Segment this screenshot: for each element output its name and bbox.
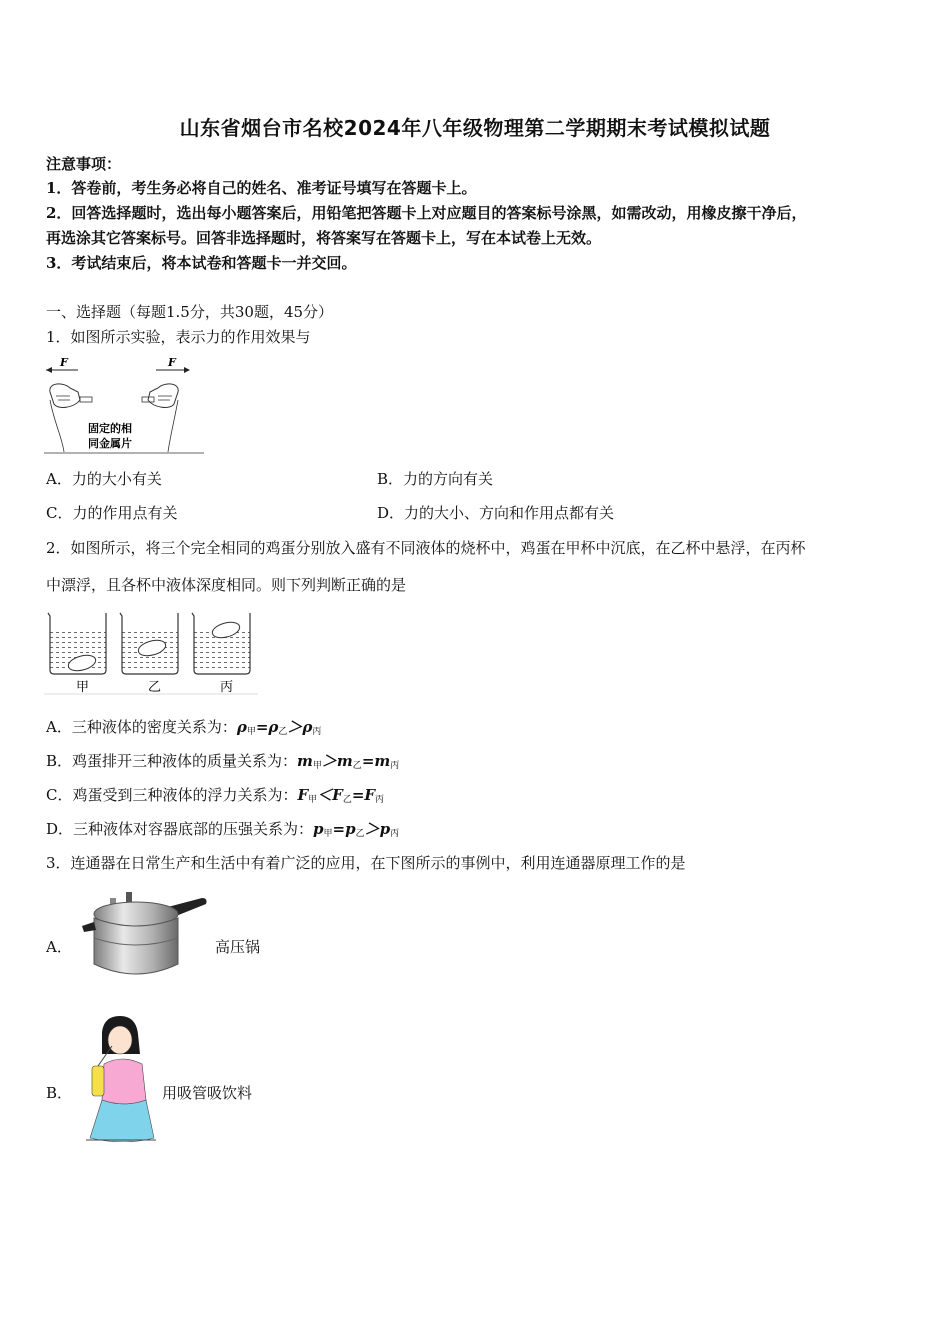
question-2-stem: 2．如图所示，将三个完全相同的鸡蛋分别放入盛有不同液体的烧杯中，鸡蛋在甲杯中沉底，在乙杯中悬浮，在丙杯	[46, 539, 806, 557]
option-a-text: 高压锅	[215, 938, 261, 956]
q2-beakers-figure	[44, 610, 260, 696]
option-b-text: 用吸管吸饮料	[162, 1084, 253, 1102]
option-b: B．力的方向有关	[377, 470, 494, 488]
force-label-left: F	[60, 356, 68, 369]
notice-item: 1．答卷前，考生务必将自己的姓名、准考证号填写在答题卡上。	[46, 179, 477, 197]
option-d: D．三种液体对容器底部的压强关系为：$p_甲=p_乙>p_丙$	[46, 820, 400, 839]
force-label-right: F	[168, 356, 176, 369]
notice-item: 2．回答选择题时，选出每小题答案后，用铅笔把答题卡上对应题目的答案标号涂黑，如需改动，用橡皮擦干净后，	[46, 204, 807, 222]
option-b: B．鸡蛋排开三种液体的质量关系为：$m_甲>m_乙=m_丙$	[46, 752, 400, 771]
page-title: 山东省烟台市名校2024年八年级物理第二学期期末考试模拟试题	[179, 116, 771, 140]
option-d: D．力的大小、方向和作用点都有关	[377, 504, 615, 522]
option-a: A．力的大小有关	[46, 470, 162, 488]
section-heading: 一、选择题（每题1.5分，共30题，45分）	[46, 303, 334, 321]
figure-label: 固定的相	[88, 422, 132, 435]
pressure-cooker-image	[80, 888, 210, 984]
q1-figure	[44, 352, 206, 456]
question-2-stem: 中漂浮，且各杯中液体深度相同。则下列判断正确的是	[46, 576, 407, 594]
figure-label: 同金属片	[88, 437, 132, 450]
beaker-label: 乙	[148, 680, 162, 695]
option-a-label: A．	[46, 938, 72, 956]
girl-drinking-straw-image	[84, 1014, 160, 1142]
option-a: A．三种液体的密度关系为：$\rho_甲=\rho_乙>\rho_丙$	[46, 718, 322, 737]
notice-item: 3．考试结束后，将本试卷和答题卡一并交回。	[46, 254, 357, 272]
option-b-label: B．	[46, 1084, 73, 1102]
beaker-label: 丙	[220, 680, 234, 695]
option-c: C．鸡蛋受到三种液体的浮力关系为：$F_甲<F_乙=F_丙$	[46, 786, 385, 805]
question-3-stem: 3．连通器在日常生产和生活中有着广泛的应用，在下图所示的事例中，利用连通器原理工作的是	[46, 854, 686, 872]
beaker-label: 甲	[76, 680, 90, 695]
notice-heading: 注意事项：	[46, 155, 122, 173]
question-1-stem: 1．如图所示实验，表示力的作用效果与	[46, 328, 311, 346]
notice-item: 再选涂其它答案标号。回答非选择题时，将答案写在答题卡上，写在本试卷上无效。	[46, 229, 602, 247]
option-c: C．力的作用点有关	[46, 504, 178, 522]
